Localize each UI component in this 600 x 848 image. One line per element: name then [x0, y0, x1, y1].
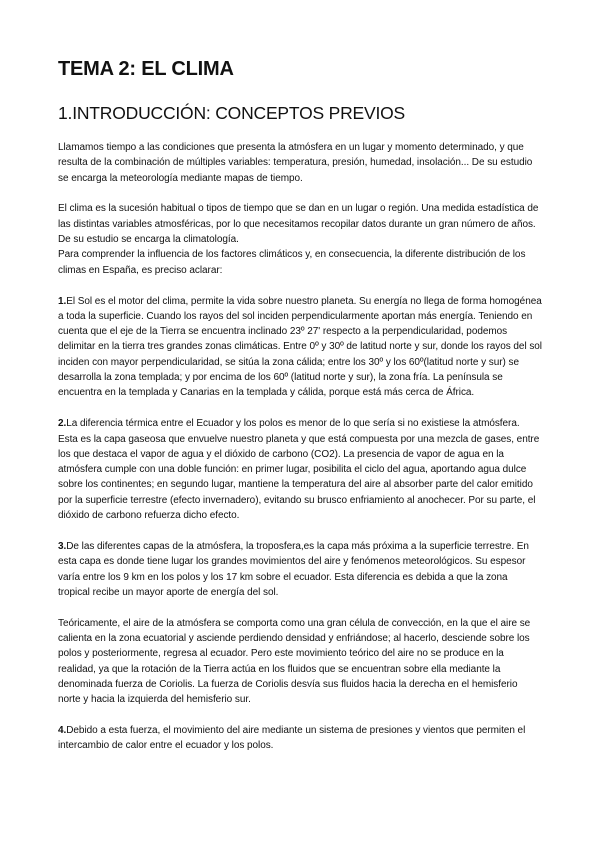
item-number: 2. [58, 418, 67, 430]
item-text: La diferencia térmica entre el Ecuador y los polos es menor de lo que sería si no existiese la atmósfera. Esta es la capa gaseosa que envuelve nuestro planeta y que está compuesta por una mezcla de gases, entre los que destaca el vapor de agua y el dióxido de carbono (CO2). La presencia de vapor de agua en la atmósfera cumple con una doble función: en primer lugar, posibilita el ciclo del agua, aportando agua dulce sobre los continentes; en segundo lugar, mantiene la temperatura del aire al absorber parte del calor emitido por la superficie terrestre (efecto invernadero), evitando su brusco enfriamiento al anochecer. Por su parte, el dióxido de carbono refuerza dicho efecto. [58, 418, 540, 522]
paragraph-gap [58, 707, 542, 723]
item-text: Debido a esta fuerza, el movimiento del aire mediante un sistema de presiones y vientos que permiten el intercambio de calor entre el ecuador y los polos. [58, 725, 526, 752]
item-number: 3. [58, 540, 67, 552]
paragraph-comprender: Para comprender la influencia de los factores climáticos y, en consecuencia, la diferente distribución de los climas en España, es preciso aclarar: [58, 249, 526, 276]
section-heading: 1.INTRODUCCIÓN: CONCEPTOS PREVIOS [58, 103, 406, 123]
list-item-4 [58, 723, 542, 754]
item-number: 1. [58, 295, 67, 307]
item-text: De las diferentes capas de la atmósfera, la troposfera,es la capa más próxima a la superficie terrestre. En esta capa es donde tiene lugar los grandes movimientos del aire y fenómenos meteorológicos. Su espesor varía entre los 9 km en los polos y los 17 km sobre el ecuador. Esta diferencia es debida a que la zona tropical recibe un mayor aporte de energía del sol. [58, 540, 529, 598]
paragraph-teoricamente: Teóricamente, el aire de la atmósfera se comporta como una gran célula de convección, en la que el aire se calienta en la zona ecuatorial y asciende perdiendo densidad y enfriándose; al hacerlo, desciende sobre los polos y posteriormente, regresa al ecuador. Pero este movimiento teórico del aire no se produce en la realidad, ya que la rotación de la Tierra actúa en los fluidos que se encuentran sobre ella mediante la denominada fuerza de Coriolis. La fuerza de Coriolis desvía sus fluidos hacia la derecha en el hemisferio norte y hacia la izquierda del hemisferio sur. [58, 617, 531, 706]
list-item-3 [58, 539, 542, 600]
list-item-1 [58, 294, 542, 401]
paragraph-gap [58, 600, 542, 616]
paragraph-tiempo: Llamamos tiempo a las condiciones que presenta la atmósfera en un lugar y momento determinado, y que resulta de la combinación de múltiples variables: temperatura, presión, humedad, insolación... De su estudio se encarga la meteorología mediante mapas de tiempo. [58, 142, 533, 184]
paragraph-clima: El clima es la sucesión habitual o tipos de tiempo que se dan en un lugar o región. Una medida estadística de las distintas variables atmosféricas, por lo que necesitamos recopilar datos durante un gran número de años. De su estudio se encarga la climatología. [58, 203, 539, 246]
item-text: El Sol es el motor del clima, permite la vida sobre nuestro planeta. Su energía no llega de forma homogénea a toda la superficie. Cuando los rayos del sol inciden perpendicularmente aportan más energía. Teniendo en cuenta que el eje de la Tierra se encuentra inclinado 23º 27' respecto a la perpendicularidad, podemos delimitar en la tierra tres grandes zonas climáticas. Entre 0º y 30º de latitud norte y sur, donde los rayos del sol inciden con mayor perpendicularidad, se sitúa la zona cálida; entre los 30º y los 60º(latitud norte y sur) se desarrolla la zona templada; y por encima de los 60º (latitud norte y sur), la zona fría. La península se encuentra en la templada y Canarias en la templada y cálida, porque está más cerca de África. [58, 295, 542, 399]
item-number: 4. [58, 725, 67, 737]
paragraph-gap [58, 523, 542, 539]
list-item-2 [58, 416, 542, 523]
paragraph-gap [58, 186, 542, 202]
document-body [58, 140, 542, 754]
paragraph-gap [58, 401, 542, 417]
paragraph-gap [58, 278, 542, 294]
page-title: TEMA 2: EL CLIMA [58, 58, 234, 80]
